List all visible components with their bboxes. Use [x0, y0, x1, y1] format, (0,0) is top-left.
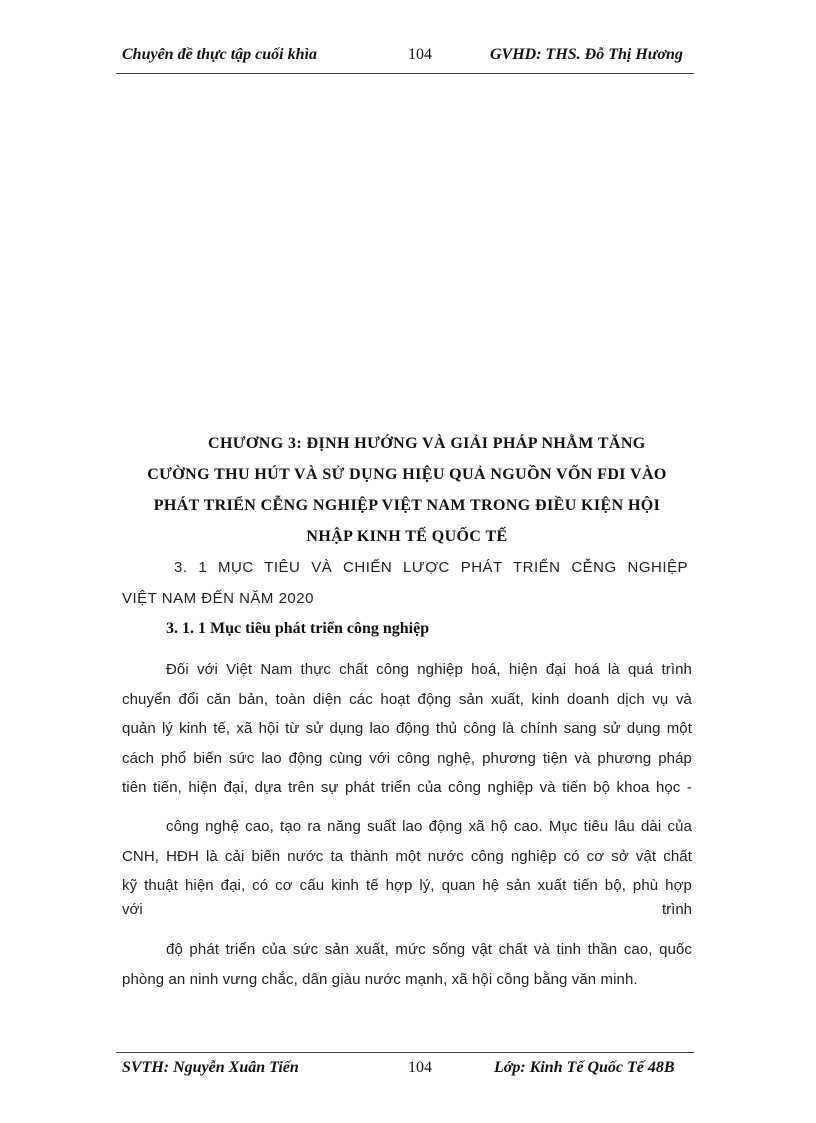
chapter-title-line-2: CƯỜNG THU HÚT VÀ SỬ DỤNG HIỆU QUẢ NGUỒN VỐN FDI VÀO: [147, 466, 667, 483]
paragraph-line: kỹ thuật hiện đại, có cơ cấu kinh tế hợp lý, quan hệ sản xuất tiến bộ, phù hợp: [122, 877, 692, 894]
paragraph-1: [122, 655, 692, 803]
section-heading-line-1: 3. 1 MỤC TIÊU VÀ CHIẾN LƯỢC PHÁT TRIỂN CỄNG NGHIỆP: [174, 559, 688, 576]
footer-left: SVTH: Nguyễn Xuân Tiến: [122, 1059, 299, 1076]
paragraph-2: [122, 812, 692, 901]
header-page-number: 104: [408, 46, 432, 63]
paragraph-line: cách phổ biến sức lao động cùng với công nghệ, phương tiện và phương pháp: [122, 749, 692, 767]
split-right-word: trình: [661, 901, 692, 918]
chapter-title-line-4: NHẬP KINH TẾ QUỐC TẾ: [306, 528, 508, 545]
paragraph-3: [122, 935, 692, 994]
paragraph-line: công nghệ cao, tạo ra năng suất lao động xã hộ cao. Mục tiêu lâu dài của: [166, 818, 692, 835]
paragraph-line: phòng an ninh vưng chắc, dân giàu nước mạnh, xã hội công bằng văn minh.: [122, 970, 638, 988]
section-heading: [122, 552, 688, 614]
footer-rule: [116, 1052, 694, 1053]
paragraph-line: chuyển đổi căn bản, toàn diện các hoạt động sản xuất, kinh doanh dịch vụ và: [122, 690, 692, 708]
section-heading-line-2: VIỆT NAM ĐẾN NĂM 2020: [122, 590, 314, 607]
footer-page-number: 104: [408, 1059, 432, 1076]
paragraph-line: độ phát triển của sức sản xuất, mức sống vật chất và tinh thần cao, quốc: [166, 941, 692, 958]
paragraph-line: tiên tiến, hiện đại, dựa trên sự phát triển của công nghiệp và tiến bộ khoa học -: [122, 779, 692, 796]
subsection-title: 3. 1. 1 Mục tiêu phát triển công nghiệp: [166, 620, 430, 637]
paragraph-line: Đối với Việt Nam thực chất công nghiệp hoá, hiện đại hoá là quá trình: [166, 661, 692, 678]
paragraph-line: CNH, HĐH là cải biến nước ta thành một nước công nghiệp có cơ sở vật chất: [122, 847, 692, 865]
chapter-title-line-3: PHÁT TRIỂN CỄNG NGHIỆP VIỆT NAM TRONG ĐIỀU KIỆN HỘI: [153, 497, 661, 514]
header-right: GVHD: THS. Đỗ Thị Hương: [490, 46, 683, 63]
split-left-word: với: [122, 901, 143, 918]
header-left: Chuyên đề thực tập cuối khìa: [122, 46, 317, 63]
chapter-title: [120, 428, 694, 552]
header-rule: [116, 73, 694, 74]
footer-right: Lớp: Kinh Tế Quốc Tế 48B: [494, 1059, 675, 1076]
paragraph-line: quản lý kinh tế, xã hội từ sử dụng lao động thủ công là chính sang sử dụng một: [122, 720, 692, 737]
chapter-title-line-1: CHƯƠNG 3: ĐỊNH HƯỚNG VÀ GIẢI PHÁP NHẰM TĂNG: [208, 435, 646, 452]
